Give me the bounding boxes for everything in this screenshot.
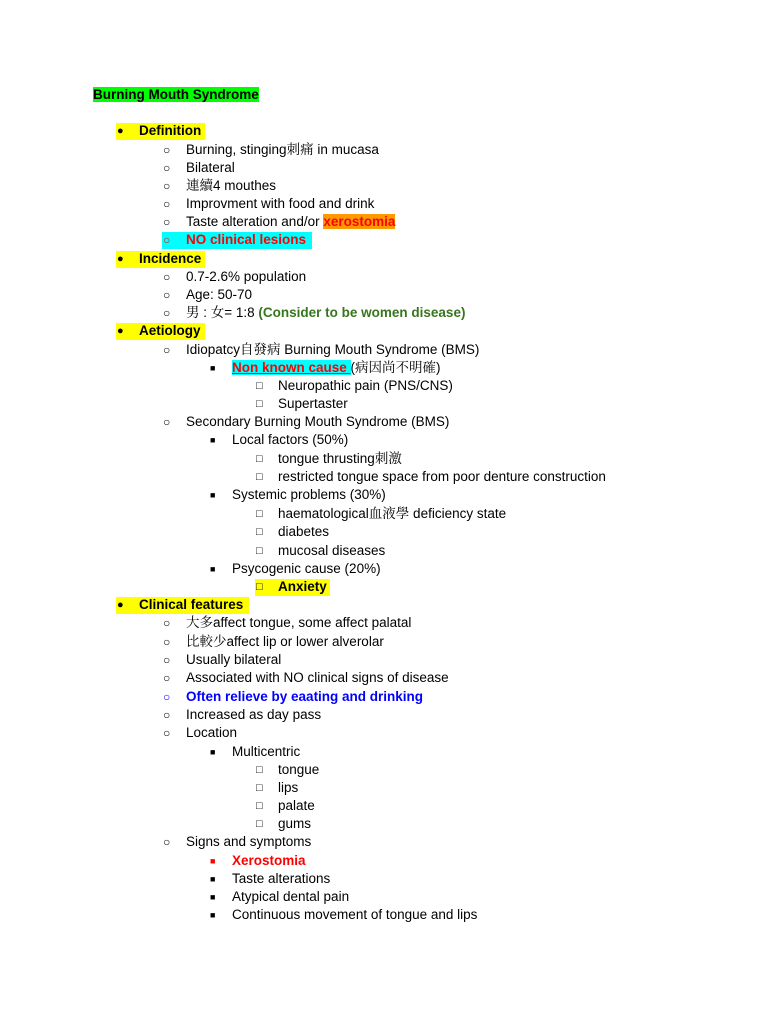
list-item: Improvment with food and drink	[186, 196, 375, 211]
list-item: Multicentric	[232, 744, 301, 759]
list-item: Continuous movement of tongue and lips	[232, 907, 478, 922]
list-item	[232, 359, 441, 377]
taste-text: Taste alteration and/or	[186, 214, 324, 229]
bullet-l2: ○	[163, 343, 171, 357]
list-item: palate	[278, 798, 315, 813]
bullet-l2: ○	[163, 306, 171, 320]
bullet-l1: ●	[117, 125, 124, 137]
bullet-l2: ○	[163, 653, 171, 667]
ratio-note: (Consider to be women disease)	[258, 305, 466, 320]
list-item: lips	[278, 780, 299, 795]
bullet-l3: ■	[210, 435, 216, 445]
list-item: Usually bilateral	[186, 652, 282, 667]
list-item: Increased as day pass	[186, 707, 322, 722]
bullet-l3: ■	[210, 564, 216, 574]
bullet-l2: ○	[163, 671, 171, 685]
bullet-l2: ○	[163, 835, 171, 849]
list-item: 連續4 mouthes	[186, 178, 277, 193]
list-item: Location	[186, 725, 238, 740]
bullet-l2: ○	[163, 288, 171, 302]
list-item: Signs and symptoms	[186, 834, 312, 849]
list-item	[186, 213, 395, 231]
bullet-l2: ○	[163, 179, 171, 193]
bullet-l2: ○	[163, 708, 171, 722]
list-item: Bilateral	[186, 160, 235, 175]
list-item: Secondary Burning Mouth Syndrome (BMS)	[186, 414, 450, 429]
bullet-l4: □	[256, 764, 263, 776]
list-item: Systemic problems (30%)	[232, 487, 386, 502]
bullet-l3: ■	[210, 490, 216, 500]
non-known-suffix: (病因尚不明確)	[350, 360, 441, 375]
non-known-cause: Non known cause	[232, 360, 351, 375]
bullet-l1: ●	[117, 325, 124, 337]
list-item-anxiety: Anxiety	[278, 579, 327, 594]
document-title	[93, 86, 259, 104]
list-item: Local factors (50%)	[232, 432, 349, 447]
title-text: Burning Mouth Syndrome	[93, 87, 259, 102]
section-definition: Definition	[139, 123, 202, 138]
list-item	[186, 304, 465, 322]
list-item-no-lesions: NO clinical lesions	[186, 232, 307, 247]
bullet-l2: ○	[163, 635, 171, 649]
bullet-l2: ○	[163, 726, 171, 740]
list-item: Idiopatcy自發病 Burning Mouth Syndrome (BMS)	[186, 342, 480, 357]
list-item: restricted tongue space from poor denture construction	[278, 469, 606, 484]
bullet-l3: ■	[210, 910, 216, 920]
section-incidence: Incidence	[139, 251, 202, 266]
bullet-l2: ○	[163, 161, 171, 175]
xerostomia-highlight: xerostomia	[323, 214, 396, 229]
bullet-l4: □	[256, 380, 263, 392]
bullet-l4: □	[256, 453, 263, 465]
list-item: 大多affect tongue, some affect palatal	[186, 615, 412, 630]
bullet-l4: □	[256, 545, 263, 557]
bullet-l2: ○	[163, 415, 171, 429]
list-item: Neuropathic pain (PNS/CNS)	[278, 378, 453, 393]
list-item: tongue	[278, 762, 320, 777]
bullet-l2: ○	[163, 270, 171, 284]
list-item: 0.7-2.6% population	[186, 269, 307, 284]
bullet-l2: ○	[163, 616, 171, 630]
bullet-l2: ○	[163, 143, 171, 157]
list-item: Associated with NO clinical signs of disease	[186, 670, 449, 685]
bullet-l3: ■	[210, 892, 216, 902]
list-item: Age: 50-70	[186, 287, 253, 302]
bullet-l4: □	[256, 526, 263, 538]
bullet-l4: □	[256, 782, 263, 794]
section-aetiology: Aetiology	[139, 323, 201, 338]
section-clinical-features: Clinical features	[139, 597, 244, 612]
bullet-l4: □	[256, 508, 263, 520]
bullet-l1: ●	[117, 599, 124, 611]
bullet-l3: ■	[210, 363, 216, 373]
list-item: Atypical dental pain	[232, 889, 350, 904]
list-item: diabetes	[278, 524, 330, 539]
bullet-l4: □	[256, 818, 263, 830]
bullet-l3: ■	[210, 747, 216, 757]
list-item: mucosal diseases	[278, 543, 386, 558]
bullet-l4: □	[256, 800, 263, 812]
list-item: tongue thrusting刺激	[278, 451, 402, 466]
list-item-relieve: Often relieve by eaating and drinking	[186, 689, 424, 704]
list-item: Supertaster	[278, 396, 348, 411]
bullet-l1: ●	[117, 253, 124, 265]
list-item: Taste alterations	[232, 871, 331, 886]
list-item: Burning, stinging刺痛 in mucasa	[186, 142, 379, 157]
list-item: haematological血液學 deficiency state	[278, 506, 507, 521]
list-item: gums	[278, 816, 312, 831]
bullet-l3: ■	[210, 874, 216, 884]
ratio-text: 男 : 女= 1:8	[186, 305, 259, 320]
bullet-l4: □	[256, 471, 263, 483]
bullet-l2: ○	[163, 233, 171, 247]
bullet-l3: ■	[210, 856, 216, 866]
list-item: Psycogenic cause (20%)	[232, 561, 381, 576]
list-item: 比較少affect lip or lower alverolar	[186, 634, 384, 649]
bullet-l2: ○	[163, 215, 171, 229]
bullet-l4: □	[256, 581, 263, 593]
list-item-xerostomia: Xerostomia	[232, 853, 306, 868]
bullet-l4: □	[256, 398, 263, 410]
bullet-l2: ○	[163, 197, 171, 211]
bullet-l2: ○	[163, 690, 171, 704]
